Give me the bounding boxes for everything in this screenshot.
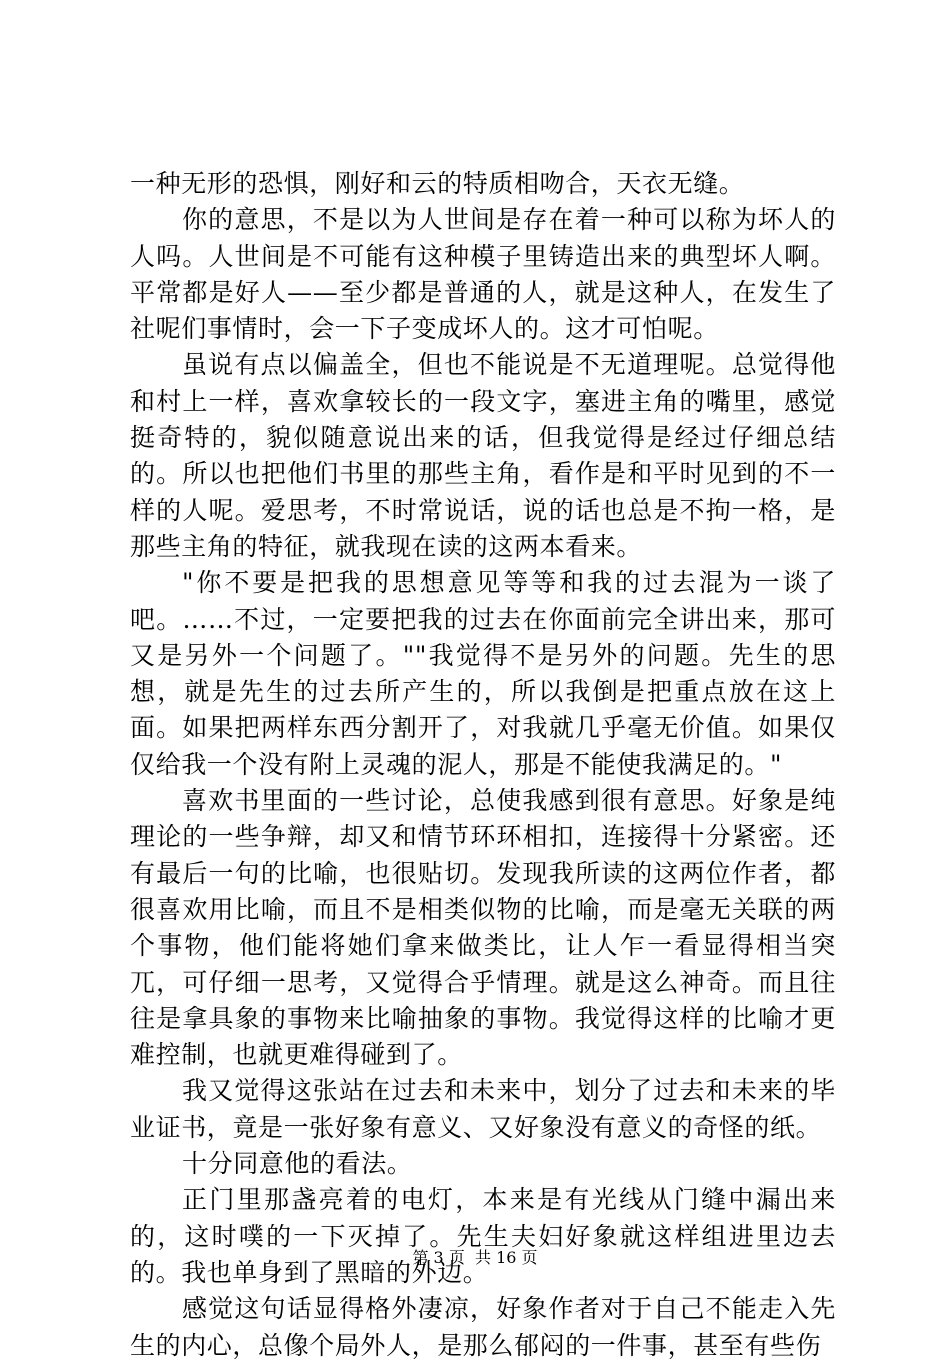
paragraph-5: 喜欢书里面的一些讨论，总使我感到很有意思。好象是纯理论的一些争辩，却又和情节环环相扣，连接得十分紧密。还有最后一句的比喻，也很贴切。发现我所读的这两位作者，都很喜欢用比喻，而且不是相类似物的比喻，而是毫无关联的两个事物，他们能将她们拿来做类比，让人乍一看显得相当突兀，可仔细一思考，又觉得合乎情理。就是这么神奇。而且往往是拿具象的事物来比喻抽象的事物。我觉得这样的比喻才更难控制，也就更难得碰到了。 [130,786,836,1070]
paragraph-6: 我又觉得这张站在过去和未来中，划分了过去和未来的毕业证书，竟是一张好象有意义、又好象没有意义的奇怪的纸。 [130,1076,836,1142]
paragraph-9: 感觉这句话显得格外凄凉，好象作者对于自己不能走入先生的内心，总像个局外人，是那么郁闷的一件事，甚至有些伤 [130,1294,836,1360]
paragraph-2: 你的意思，不是以为人世间是存在着一种可以称为坏人的人吗。人世间是不可能有这种模子里铸造出来的典型坏人啊。平常都是好人——至少都是普通的人，就是这种人，在发生了社呢们事情时，会一下子变成坏人的。这才可怕呢。 [130,205,836,344]
page-footer [0,1248,950,1268]
paragraph-7: 十分同意他的看法。 [182,1149,413,1179]
paragraph-1: 一种无形的恐惧，刚好和云的特质相吻合，天衣无缝。 [130,169,745,198]
page-number-label: 第 3 页 共 16 页 [412,1248,538,1267]
paragraph-8: 正门里那盏亮着的电灯，本来是有光线从门缝中漏出来的，这时噗的一下灭掉了。先生夫妇好象就这样组进里边去的。我也单身到了黑暗的外边。 [130,1185,836,1287]
paragraph-4: "你不要是把我的思想意见等等和我的过去混为一谈了吧。……不过，一定要把我的过去在你面前完全讲出来，那可又是另外一个问题了。""我觉得不是另外的问题。先生的思想，就是先生的过去所产生的，所以我倒是把重点放在这上面。如果把两样东西分割开了，对我就几乎毫无价值。如果仅仅给我一个没有附上灵魂的泥人，那是不能使我满足的。" [130,568,836,779]
document-body [130,166,836,1364]
paragraph-3: 虽说有点以偏盖全，但也不能说是不无道理呢。总觉得他和村上一样，喜欢拿较长的一段文字，塞进主角的嘴里，感觉挺奇特的，貌似随意说出来的话，但我觉得是经过仔细总结的。所以也把他们书里的那些主角，看作是和平时见到的不一样的人呢。爱思考，不时常说话，说的话也总是不拘一格，是那些主角的特征，就我现在读的这两本看来。 [130,350,836,561]
